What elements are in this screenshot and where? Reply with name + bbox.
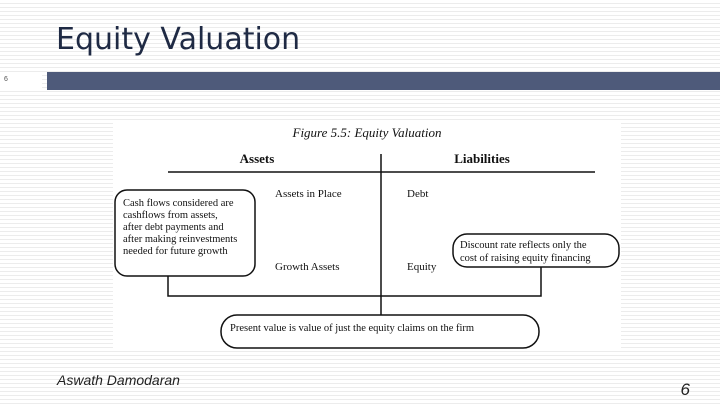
figure-caption: Figure 5.5: Equity Valuation <box>292 125 442 140</box>
title-accent-bar <box>47 72 720 90</box>
page-number: 6 <box>680 380 690 399</box>
liabilities-header: Liabilities <box>454 151 510 166</box>
cash-flow-note-line: after making reinvestments <box>123 234 238 245</box>
slide-number: 6 <box>4 76 8 83</box>
author-footer: Aswath Damodaran <box>57 372 180 388</box>
equity-valuation-figure <box>113 122 621 350</box>
growth-assets-label: Growth Assets <box>275 261 340 273</box>
discount-rate-note-line: cost of raising equity financing <box>460 253 591 264</box>
assets-in-place-label: Assets in Place <box>275 188 342 200</box>
present-value-note: Present value is value of just the equity claims on the firm <box>230 323 475 334</box>
cash-flow-note-line: cashflows from assets, <box>123 210 218 221</box>
debt-label: Debt <box>407 188 429 200</box>
cash-flow-note-line: Cash flows considered are <box>123 198 234 209</box>
slide-title: Equity Valuation <box>56 22 301 57</box>
cash-flow-note-line: after debt payments and <box>123 222 224 233</box>
cash-flow-note-line: needed for future growth <box>123 246 228 257</box>
discount-rate-note-line: Discount rate reflects only the <box>460 240 587 251</box>
figure-diagram <box>113 122 621 350</box>
equity-label: Equity <box>407 261 437 273</box>
assets-header: Assets <box>239 151 275 166</box>
